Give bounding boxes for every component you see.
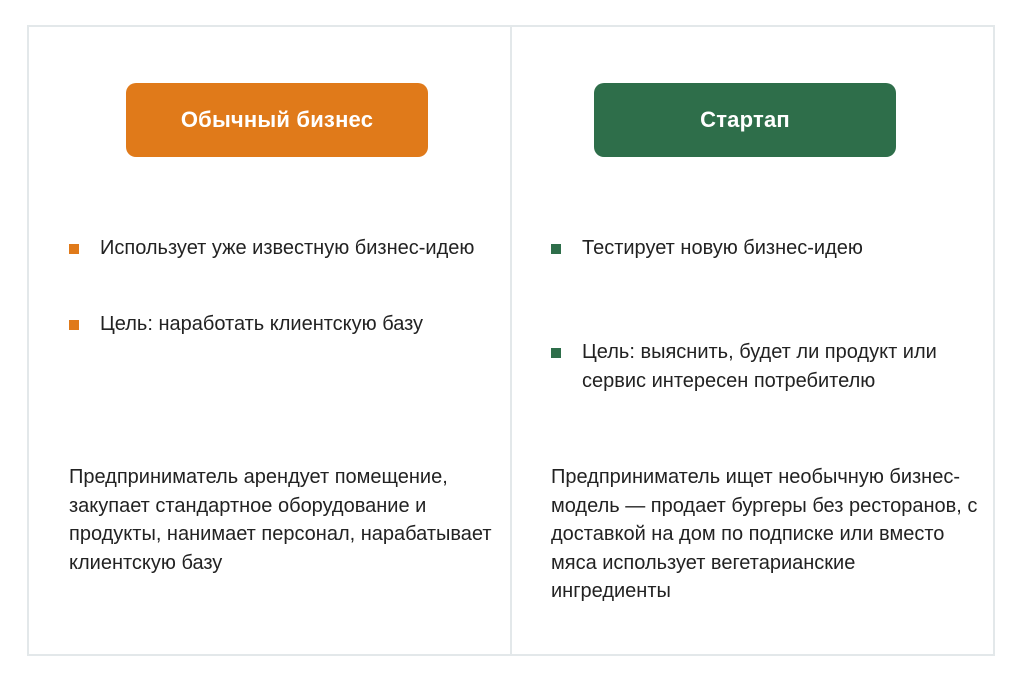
- startup-point-text: Цель: выяснить, будет ли продукт или сервис интересен потребителю: [582, 341, 937, 392]
- business-description: Предприниматель арендует помещение, закупает стандартное оборудование и продукты, нанимает персонал, нарабатывает клиентскую базу: [69, 466, 492, 574]
- square-bullet-icon: [69, 320, 79, 330]
- square-bullet-icon: [551, 244, 561, 254]
- startup-description: Предприниматель ищет необычную бизнес-модель — продает бургеры без ресторанов, с доставкой на дом по подписке или вместо мяса использует вегетарианские ингредиенты: [551, 466, 978, 602]
- comparison-frame: [27, 25, 995, 656]
- business-point-text: Использует уже известную бизнес-идею: [100, 237, 475, 259]
- startup-column: [512, 27, 993, 654]
- business-point-text: Цель: наработать клиентскую базу: [100, 313, 424, 335]
- business-title-badge: Обычный бизнес: [126, 83, 428, 157]
- business-point: [69, 310, 490, 339]
- business-points-list: [69, 234, 490, 339]
- business-point: [69, 234, 490, 263]
- square-bullet-icon: [69, 244, 79, 254]
- startup-point-text: Тестирует новую бизнес-идею: [582, 237, 863, 259]
- startup-point: [551, 234, 973, 263]
- startup-point: [551, 338, 973, 396]
- square-bullet-icon: [551, 348, 561, 358]
- business-column: [29, 27, 512, 654]
- startup-title-badge: Стартап: [594, 83, 896, 157]
- startup-points-list: [551, 234, 973, 396]
